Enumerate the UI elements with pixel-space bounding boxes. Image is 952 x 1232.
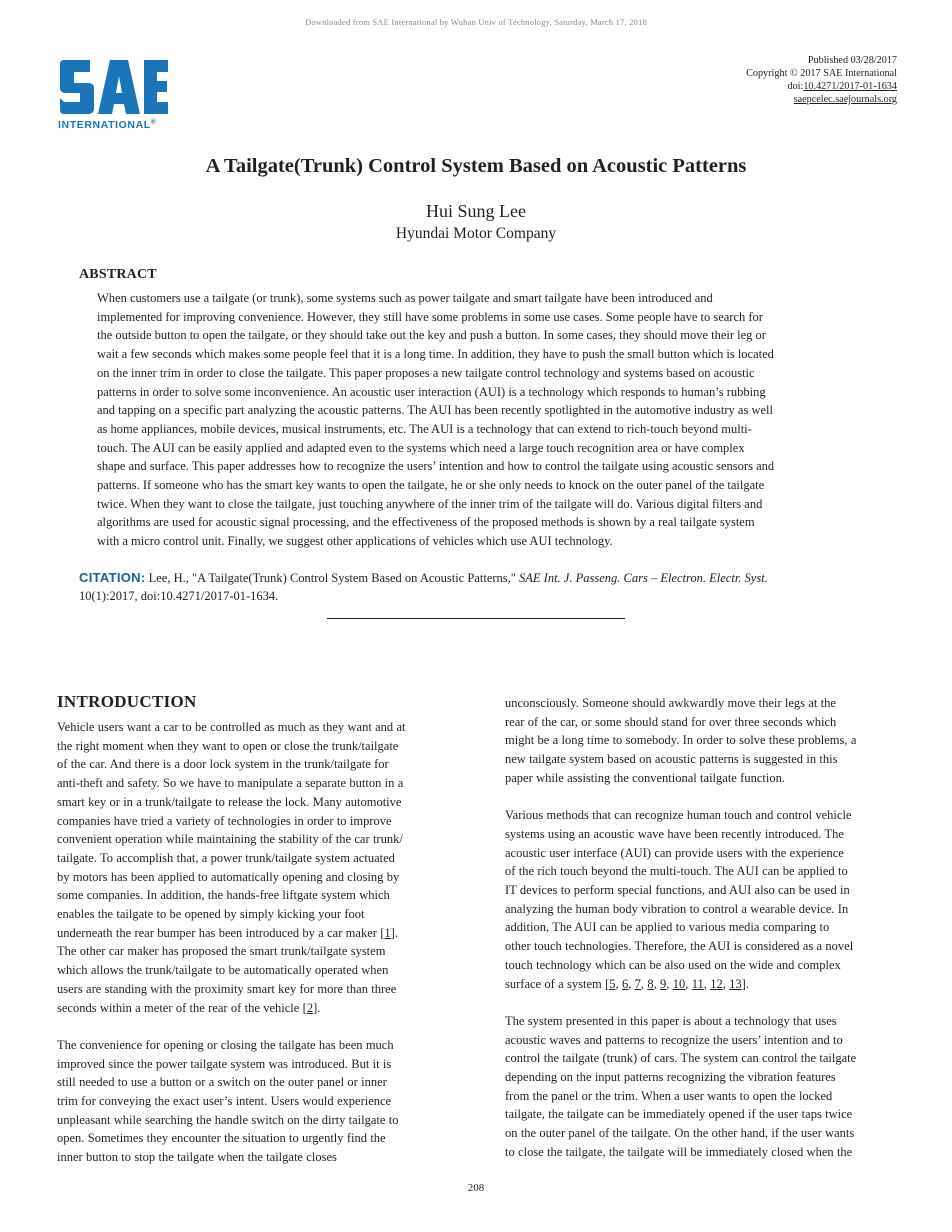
text-line: seconds within a meter of the rear of the vehicle [ <box>57 1000 307 1015</box>
text-line: The convenience for opening or closing the tailgate has been much <box>57 1037 394 1052</box>
text-line: on the outer panel of the tailgate. On the other hand, if the user wants <box>505 1126 855 1141</box>
text-line: of the rich touch beyond the multi-touch. The AUI can be applied to <box>505 864 848 879</box>
text-line: acoustic user interface (AUI) can provide users with the experience <box>505 845 844 860</box>
reference-link-5[interactable]: 5 <box>609 976 616 991</box>
text-line: of the car. And there is a door lock system in the trunk/tailgate for <box>57 757 389 772</box>
copyright: Copyright © 2017 SAE International <box>746 68 897 79</box>
publication-info <box>746 54 897 106</box>
reference-link-13[interactable]: 13 <box>729 976 742 991</box>
reference-link-8[interactable]: 8 <box>647 976 654 991</box>
reference-link-9[interactable]: 9 <box>660 976 667 991</box>
abstract-line: algorithms are used for acoustic signal processing, and the effectiveness of the proposed methods is shown by a real tailgate system <box>97 515 755 530</box>
text-line: smart key or in a trunk/tailgate to release the lock. Many automotive <box>57 794 402 809</box>
text-line: convenient operation while maintaining the stability of the car trunk/ <box>57 832 403 847</box>
text-line: acoustic waves and patterns to recognize the users’ intention and to <box>505 1032 843 1047</box>
text-line: depending on the input patterns recognizing the vibration features <box>505 1070 836 1085</box>
registered-mark: ® <box>150 119 157 126</box>
text-line: tailgate. To accomplish that, a power trunk/tailgate system actuated <box>57 850 395 865</box>
abstract-line: touch. The AUI can be easily applied and adapted even to the systems which need a large touch recognition area or have complex <box>97 440 745 455</box>
abstract-line: twice. When they want to close the tailgate, just touching anywhere of the inner trim of the tailgate will do. Various digital filters and <box>97 496 763 511</box>
reference-link-11[interactable]: 11 <box>691 976 704 991</box>
text-line: inner button to stop the tailgate when the tailgate closes <box>57 1150 337 1165</box>
text-line: new tailgate system based on acoustic patterns is suggested in this <box>505 752 838 767</box>
journal-site-link[interactable]: saepcelec.saejournals.org <box>793 94 897 105</box>
left-column <box>57 692 449 1167</box>
text-line: The system presented in this paper is about a technology that uses <box>505 1013 837 1028</box>
text-line: users are standing with the proximity smart key for more than three <box>57 981 397 996</box>
text-line: analyzing the human body vibration to control a wearable device. In <box>505 901 849 916</box>
doi-line: doi:10.4271/2017-01-1634 <box>787 81 897 92</box>
citation-volume: 10(1):2017, doi:10.4271/2017-01-1634. <box>79 589 279 603</box>
abstract-line: patterns in order to solve some inconvenience. An acoustic user interaction (AUI) is a technology which responds to human’s rubbing <box>97 384 766 399</box>
reference-link-7[interactable]: 7 <box>634 976 641 991</box>
abstract-line: as home appliances, mobile devices, musical instruments, etc. The AUI is a technology that can extend to rich-touch beyond multi- <box>97 421 752 436</box>
sae-logo-subtitle: INTERNATIONAL® <box>58 119 157 131</box>
text-line: enables the tailgate to be opened by simply kicking your foot <box>57 907 365 922</box>
text-line: companies have tried a variety of technologies in order to improve <box>57 813 392 828</box>
reference-link-6[interactable]: 6 <box>621 976 629 991</box>
text-line: rear of the car, or some should stand for over three seconds which <box>505 714 837 729</box>
text-line: surface of a system [ <box>505 976 610 991</box>
page-number: 208 <box>467 1182 485 1194</box>
text-line: paper while assisting the conventional tailgate function. <box>505 770 785 785</box>
text-line: anti-theft and safety. So we have to manipulate a separate button in a <box>57 776 404 791</box>
ref-close: ]. <box>741 976 749 991</box>
abstract-line: implemented for improving convenience. However, they still have some problems in some use cases. Some people have to search for <box>97 309 763 324</box>
text-line: systems using an acoustic wave have been recently introduced. The <box>505 826 844 841</box>
text-line: open. Sometimes they encounter the situation to urgently find the <box>57 1131 386 1146</box>
published-date: Published 03/28/2017 <box>807 55 897 66</box>
intro-paragraph-1 <box>57 718 449 1017</box>
right-column <box>505 694 897 1162</box>
text-line: to close the tailgate, the tailgate will be immediately closed when the <box>505 1144 853 1159</box>
text-line: tailgate, the tailgate can be immediately opened if the user taps twice <box>505 1107 853 1122</box>
text-line: might be a long time to somebody. In order to solve these problems, a <box>505 733 857 748</box>
text-line: underneath the rear bumper has been introduced by a car maker [ <box>57 925 385 940</box>
text-line: improved since the power tailgate system was introduced. But it is <box>57 1056 392 1071</box>
paper-title: A Tailgate(Trunk) Control System Based on Acoustic Patterns <box>205 155 747 177</box>
text-line: unpleasant while searching the handle switch on the dirty tailgate to <box>57 1112 399 1127</box>
introduction-heading: INTRODUCTION <box>57 692 197 711</box>
text-line: trim for conveying the exact user’s intent. Users would experience <box>57 1094 392 1109</box>
text-line: control the tailgate (trunk) of cars. The system can control the tailgate <box>505 1051 857 1066</box>
reference-link-1[interactable]: 1 <box>384 925 391 940</box>
reference-link-10[interactable]: 10 <box>672 976 686 991</box>
abstract-line: on the inner trim in order to close the tailgate. This paper proposes a new tailgate control technology and systems based on acoustic <box>97 365 755 380</box>
intro-paragraph-4: Various methods that can recognize human touch and control vehicle systems using an acoustic wave have been recently introduced. The acoustic user interface (AUI) can provide users with the experience of the rich touch beyond the multi-touch. The AUI can be applied to IT devices to perform special functions, and AUI also can be used in analyzing the human body vibration to control a wearable device. In addition, The AUI can be applied to various media comparing to other touch technologies. Therefore, the AUI is considered as a novel touch technology which can be also used on the wide and complex surface of a system [5, 6, 7, 8, 9, 10, 11, 12, 13]. <box>505 808 854 991</box>
citation-label: CITATION: <box>79 570 146 585</box>
abstract-line: shape and surface. This paper addresses how to recognize the users’ intention and how to control the tailgate using acoustic sensors and <box>97 459 775 474</box>
abstract-line: the outside button to open the tailgate, or they should take out the key and push a button. In some cases, they should move their leg or <box>97 328 766 343</box>
ref-close: ]. <box>390 925 398 940</box>
text-line: from the panel or the trim. When a user wants to open the locked <box>505 1088 833 1103</box>
text-line: still needed to use a button or a switch on the outer panel or inner <box>57 1075 387 1090</box>
citation-journal: SAE Int. J. Passeng. Cars – Electron. Electr. Syst. <box>519 571 768 585</box>
abstract-line: and tapping on a specific part analyzing the acoustic patterns. The AUI has been recently spotlighted in the automotive industry as well <box>97 403 773 418</box>
reference-link-2[interactable]: 2 <box>306 1000 314 1015</box>
ref-close: ]. <box>313 1000 321 1015</box>
author-name: Hui Sung Lee <box>426 201 526 221</box>
citation <box>79 569 879 605</box>
text-line: touch technology which can be also used on the wide and complex <box>505 957 841 972</box>
abstract-body <box>97 289 875 551</box>
abstract-line: patterns. If someone who has the smart key wants to open the tailgate, he or she only needs to knock on the outer panel of the tailgate <box>97 478 765 493</box>
abstract-line: When customers use a tailgate (or trunk), some systems such as power tailgate and smart tailgate have been introduced and <box>97 291 713 305</box>
text-line: Various methods that can recognize human touch and control vehicle <box>505 808 852 823</box>
doi-link[interactable]: 10.4271/2017-01-1634 <box>803 81 897 92</box>
text-line: by motors has been applied to automatically opening and closing by <box>57 869 400 884</box>
text-line: addition, The AUI can be applied to various media comparing to <box>505 920 830 935</box>
text-line: unconsciously. Someone should awkwardly move their legs at the <box>505 696 836 710</box>
text-line: some companies. In addition, the hands-free liftgate system which <box>57 888 390 903</box>
reference-link-12[interactable]: 12 <box>710 976 723 991</box>
intro-paragraph-3 <box>505 694 897 788</box>
author-affiliation: Hyundai Motor Company <box>395 225 557 242</box>
sae-logo-letters-icon <box>58 58 170 116</box>
intro-paragraph-5 <box>505 1012 897 1162</box>
text-line: The other car maker has proposed the smart trunk/tailgate system <box>57 944 386 959</box>
text-line: Vehicle users want a car to be controlled as much as they want and at <box>57 720 406 734</box>
citation-text: Lee, H., "A Tailgate(Trunk) Control System Based on Acoustic Patterns," <box>145 571 520 585</box>
abstract-heading: ABSTRACT <box>79 267 157 282</box>
text-line: other touch technologies. Therefore, the AUI is considered as a novel <box>505 939 854 954</box>
abstract-line: wait a few seconds which makes some people feel that it is a long time. In addition, they have to push the small button which is located <box>97 347 774 362</box>
section-divider <box>327 618 625 619</box>
intro-paragraph-2 <box>57 1036 449 1167</box>
download-note: Downloaded from SAE International by Wuhan Univ of Technology, Saturday, March 17, 2018 <box>305 17 647 27</box>
text-line: which allows the trunk/tailgate to be automatically operated when <box>57 963 389 978</box>
text-line: IT devices to perform special functions, and AUI also can be used in <box>505 883 850 898</box>
abstract-line: with a micro control unit. Finally, we suggest other applications of vehicles which use AUI technology. <box>97 534 613 549</box>
text-line: the right moment when they want to open or close the trunk/tailgate <box>57 738 399 753</box>
sae-logo <box>58 58 178 132</box>
